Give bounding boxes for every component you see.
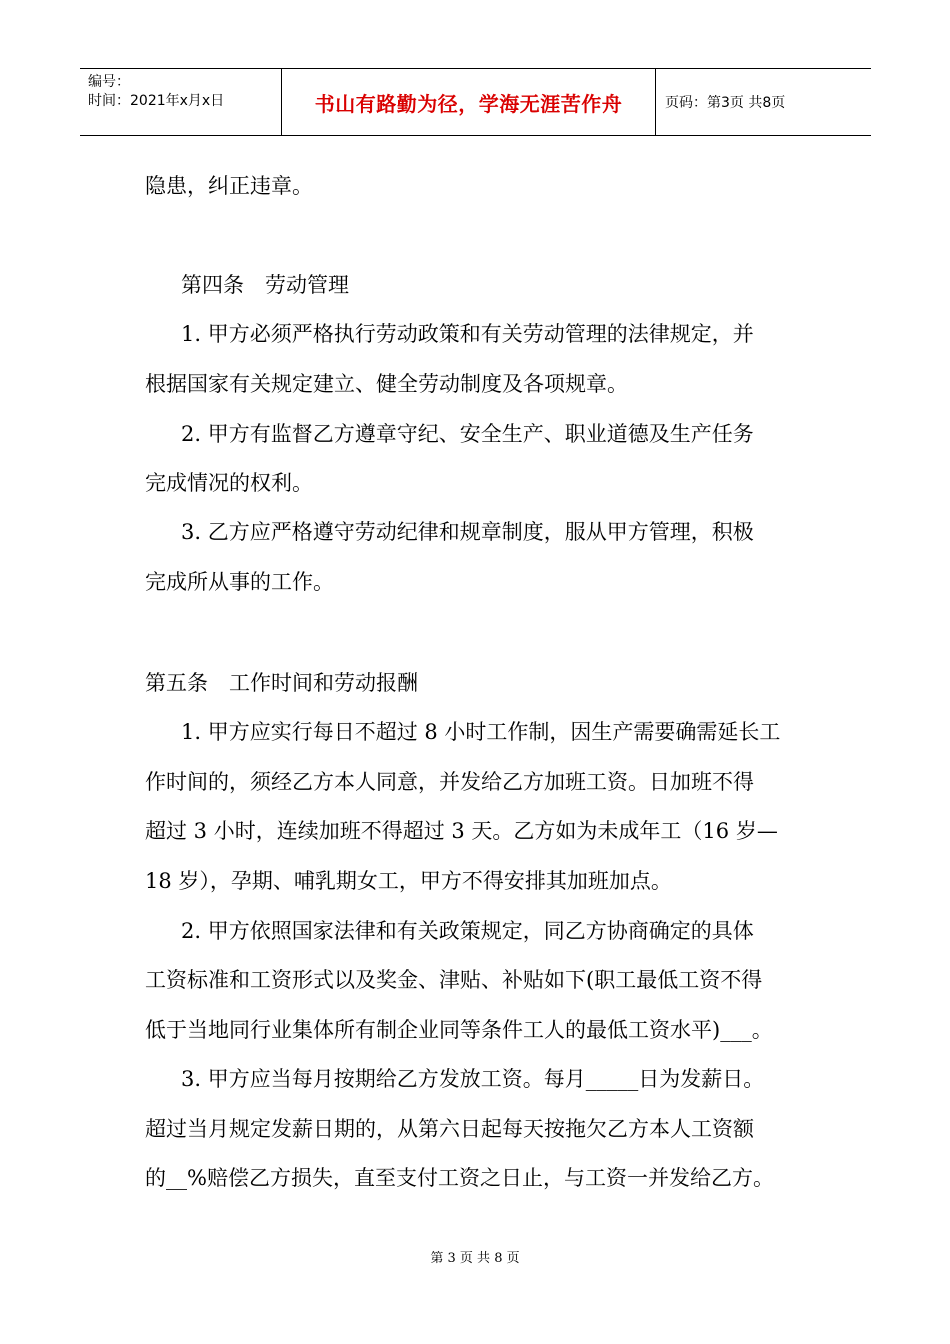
- body-line: 3. 甲方应当每月按期给乙方发放工资。每月_____日为发薪日。: [181, 1067, 765, 1091]
- header-motto: 书山有路勤为径，学海无涯苦作舟: [282, 69, 656, 135]
- article-heading: 第四条 劳动管理: [181, 273, 349, 297]
- body-line: 18 岁），孕期、哺乳期女工，甲方不得安排其加班加点。: [145, 869, 672, 893]
- body-line: 超过当月规定发薪日期的，从第六日起每天按拖欠乙方本人工资额: [145, 1117, 754, 1141]
- body-line: 工资标准和工资形式以及奖金、津贴、补贴如下(职工最低工资不得: [145, 968, 763, 992]
- page-footer: 第 3 页 共 8 页: [430, 1251, 520, 1266]
- body-line: 3. 乙方应严格遵守劳动纪律和规章制度，服从甲方管理，积极: [181, 520, 754, 544]
- article-heading: 第五条 工作时间和劳动报酬: [145, 671, 418, 695]
- body-line: 完成所从事的工作。: [145, 570, 334, 594]
- body-line: 完成情况的权利。: [145, 471, 313, 495]
- header-meta: [80, 69, 282, 135]
- document-number-label: 编号：: [88, 74, 130, 90]
- body-line: 根据国家有关规定建立、健全劳动制度及各项规章。: [145, 372, 628, 396]
- body-line: 1. 甲方必须严格执行劳动政策和有关劳动管理的法律规定，并: [181, 322, 754, 346]
- body-line: 低于当地同行业集体所有制企业同等条件工人的最低工资水平)___。: [145, 1018, 773, 1042]
- body-line: 1. 甲方应实行每日不超过 8 小时工作制，因生产需要确需延长工: [181, 720, 781, 744]
- body-line: 2. 甲方依照国家法律和有关政策规定，同乙方协商确定的具体: [181, 919, 754, 943]
- document-header: [80, 68, 871, 136]
- body-line: 作时间的，须经乙方本人同意，并发给乙方加班工资。日加班不得: [145, 770, 754, 794]
- document-date-label: 时间：2021年x月x日: [88, 93, 225, 109]
- body-line: 超过 3 小时，连续加班不得超过 3 天。乙方如为未成年工（16 岁—: [145, 819, 778, 843]
- body-line: 2. 甲方有监督乙方遵章守纪、安全生产、职业道德及生产任务: [181, 422, 754, 446]
- body-line: 的__%赔偿乙方损失，直至支付工资之日止，与工资一并发给乙方。: [145, 1166, 774, 1190]
- header-page-label: 页码：第3页 共8页: [665, 95, 786, 111]
- body-line: 隐患，纠正违章。: [145, 174, 313, 198]
